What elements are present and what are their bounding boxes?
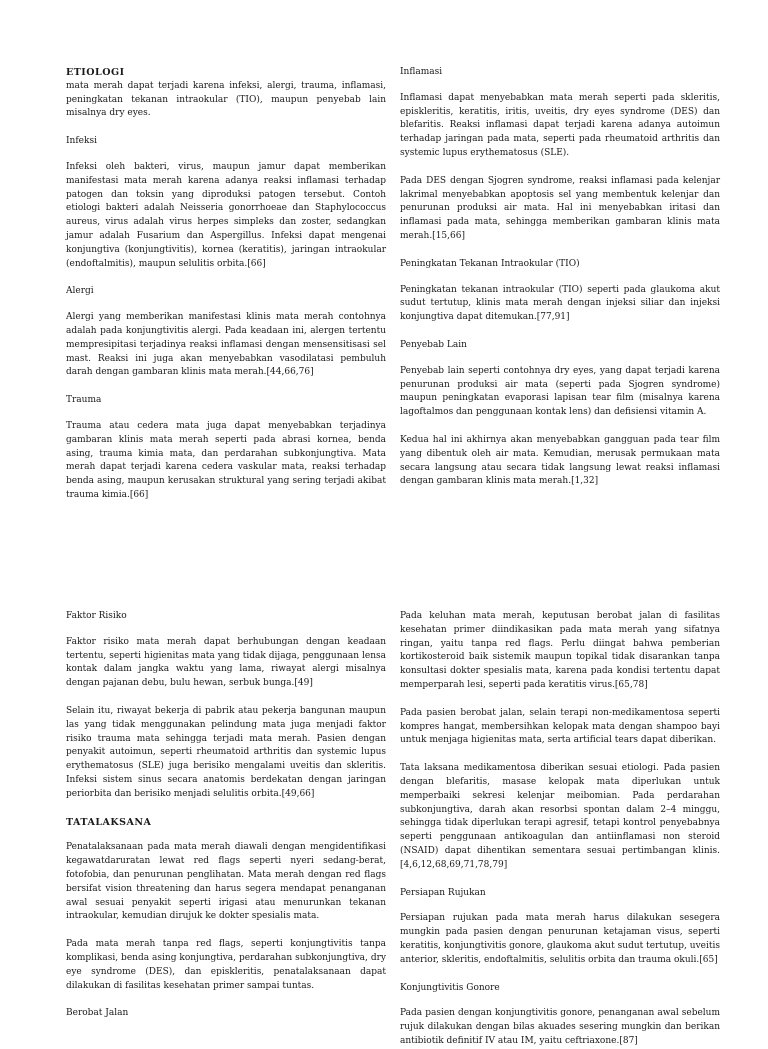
bottom-page — [0, 600, 768, 1046]
infeksi-heading: Infeksi — [66, 136, 97, 147]
tatalaksana-heading: TATALAKSANA — [66, 816, 152, 828]
keluhan-paragraph: Pada keluhan mata merah, keputusan berobat jalan di fasilitas kesehatan primer diindikasikan pada mata merah yang sifatnya ringan, yaitu tanpa red flags. Perlu diingat bahwa pemberian kortikosteroid baik sistemik maupun topikal tidak disarankan tanpa konsultasi dokter spesialis mata, karena pada kondisi tertentu dapat memperparah lesi, seperti pada keratitis virus.[65,78] — [400, 611, 720, 690]
berobat-jalan-heading: Berobat Jalan — [66, 1008, 129, 1019]
tio-paragraph: Peningkatan tekanan intraokular (TIO) seperti pada glaukoma akut sudut tertutup, klinis mata merah dengan injeksi siliar dan injeksi konjungtiva dapat ditemukan.[77,91] — [400, 284, 720, 323]
top-page — [0, 0, 768, 520]
des-paragraph: Pada DES dengan Sjogren syndrome, reaksi inflamasi pada kelenjar lakrimal menyebabkan apoptosis sel yang membentuk kelenjar dan penurunan produksi air mata. Hal ini menyebabkan iritasi dan inflamasi pada mata, sehingga memberikan gambaran klinis mata merah.[15,66] — [400, 175, 720, 241]
trauma-heading: Trauma — [66, 395, 102, 406]
inflamasi-paragraph: Inflamasi dapat menyebabkan mata merah seperti pada skleritis, episkleritis, keratitis, iritis, uveitis, dry eyes syndrome (DES) dan blefaritis. Reaksi inflamasi dapat terjadi karena adanya autoimun terhadap jaringan pada mata, seperti pada rheumatoid arthritis dan systemic lupus erythematosus (SLE). — [400, 92, 720, 158]
alergi-paragraph: Alergi yang memberikan manifestasi klinis mata merah contohnya adalah pada konjungtivitis alergi. Pada keadaan ini, alergen tertentu mempresipitasi terjadinya reaksi inflamasi dengan mensensitisasi sel mast. Reaksi ini juga akan menyebabkan vasodilatasi pembuluh darah dengan gambaran klinis mata merah.[44,66,76] — [66, 312, 386, 378]
tatalaksana-paragraph: Penatalaksanaan pada mata merah diawali dengan mengidentifikasi kegawatdaruratan lewat red flags seperti nyeri sedang-berat, fotofobia, dan penurunan penglihatan. Mata merah dengan red flags bersifat vision threatening dan harus segera mendapat penanganan awal sesuai penyakit seperti irigasi atau menurunkan tekanan intraokular, kemudian dirujuk ke dokter spesialis mata. — [66, 842, 386, 922]
pasien-berobat-paragraph: Pada pasien berobat jalan, selain terapi non-medikamentosa seperti kompres hangat, membersihkan kelopak mata dengan shampoo bayi untuk menjaga higienitas mata, serta artificial tears dapat diberikan. — [400, 707, 720, 746]
kedua-paragraph: Kedua hal ini akhirnya akan menyebabkan gangguan pada tear film yang dibentuk oleh air mata. Kemudian, merusak permukaan mata secara langsung atau secara tidak langsung lewat reaksi inflamasi dengan gambaran klinis mata merah.[1,32] — [400, 434, 720, 487]
infeksi-paragraph: Infeksi oleh bakteri, virus, maupun jamur dapat memberikan manifestasi mata merah karena adanya reaksi inflamasi terhadap patogen dan toksin yang diproduksi patogen tersebut. Contoh etiologi bakteri adalah Neisseria gonorrhoeae dan Staphylococcus aureus, virus adalah virus herpes simpleks dan zoster, sedangkan jamur adalah Fusarium dan Aspergillus. Infeksi dapat mengenai konjungtiva (konjungtivitis), kornea (keratitis), jaringan intraokular (endoftalmitis), maupun selulitis orbita.[66] — [66, 161, 386, 269]
bottom-right-column — [400, 610, 720, 1049]
tio-heading: Peningkatan Tekanan Intraokular (TIO) — [400, 258, 580, 269]
faktor-risiko-heading: Faktor Risiko — [66, 611, 127, 621]
top-left-column — [66, 66, 386, 503]
penyebab-lain-heading: Penyebab Lain — [400, 339, 467, 350]
alergi-heading: Alergi — [66, 286, 94, 297]
bottom-left-column — [66, 610, 386, 1021]
medikamentosa-paragraph: Tata laksana medikamentosa diberikan sesuai etiologi. Pada pasien dengan blefaritis, masase kelopak mata diperlukan untuk memperbaiki sekresi kelenjar meibomian. Pada perdarahan subkonjungtiva, darah akan resorbsi spontan dalam 2–4 minggu, sehingga tidak diperlukan terapi agresif, tetapi kontrol penyebabnya seperti penggunaan antikoagulan dan antiinflamasi non steroid (NSAID) dapat dihentikan sementara sesuai pertimbangan klinis.[4,6,12,68,69,71,78,79] — [400, 763, 720, 870]
faktor-risiko-paragraph: Faktor risiko mata merah dapat berhubungan dengan keadaan tertentu, seperti higienitas mata yang tidak dijaga, penggunaan lensa kontak dalam jangka waktu yang lama, riwayat alergi misalnya dengan pajanan debu, bulu hewan, serbuk bunga.[49] — [66, 636, 386, 689]
persiapan-rujukan-heading: Persiapan Rujukan — [400, 887, 486, 898]
konjungtivitis-gonore-heading: Konjungtivitis Gonore — [400, 982, 500, 993]
konjungtivitis-gonore-paragraph: Pada pasien dengan konjungtivitis gonore, penanganan awal sebelum rujuk dilakukan dengan bilas akuades sesering mungkin dan berikan antibiotik definitif IV atau IM, yaitu ceftriaxone.[87] — [400, 1008, 720, 1046]
penyebab-lain-paragraph: Penyebab lain seperti contohnya dry eyes, yang dapat terjadi karena penurunan produksi air mata (seperti pada Sjogren syndrome) maupun peningkatan evaporasi lapisan tear film (misalnya karena lagoftalmos dan penggunaan kontak lens) dan defisiensi vitamin A. — [400, 365, 720, 418]
riwayat-paragraph: Selain itu, riwayat bekerja di pabrik atau pekerja bangunan maupun las yang tidak menggunakan pelindung mata juga menjadi faktor risiko trauma mata sehingga terjadi mata merah. Pasien dengan penyakit autoimun, seperti rheumatoid arthritis dan systemic lupus erythematosus (SLE) juga berisiko mengalami uveitis dan skleritis. Infeksi sistem sinus secara anatomis berdekatan dengan jaringan periorbita dan berisiko menjadi selulitis orbita.[49,66] — [66, 705, 386, 799]
tanpa-red-flags-paragraph: Pada mata merah tanpa red flags, seperti konjungtivitis tanpa komplikasi, benda asing konjungtiva, perdarahan subkonjungtiva, dry eye syndrome (DES), dan episkleritis, penatalaksanaan dapat dilakukan di fasilitas kesehatan primer sampai tuntas. — [66, 939, 386, 991]
top-right-column — [400, 66, 720, 489]
etiologi-paragraph: mata merah dapat terjadi karena infeksi, alergi, trauma, inflamasi, peningkatan tekanan intraokular (TIO), maupun penyebab lain misalnya dry eyes. — [66, 80, 386, 119]
inflamasi-heading: Inflamasi — [400, 67, 443, 77]
etiologi-heading: ETIOLOGI — [66, 67, 125, 78]
trauma-paragraph: Trauma atau cedera mata juga dapat menyebabkan terjadinya gambaran klinis mata merah seperti pada abrasi kornea, benda asing, trauma kimia mata, dan perdarahan subkonjungtiva. Mata merah dapat terjadi karena cedera vaskular mata, reaksi terhadap benda asing, maupun kerusakan struktural yang sering terjadi akibat trauma kimia.[66] — [66, 420, 386, 500]
persiapan-rujukan-paragraph: Persiapan rujukan pada mata merah harus dilakukan sesegera mungkin pada pasien dengan penurunan ketajaman visus, seperti keratitis, konjungtivitis gonore, glaukoma akut sudut tertutup, uveitis anterior, skleritis, endoftalmitis, selulitis orbita dan trauma okuli.[65] — [400, 913, 720, 965]
